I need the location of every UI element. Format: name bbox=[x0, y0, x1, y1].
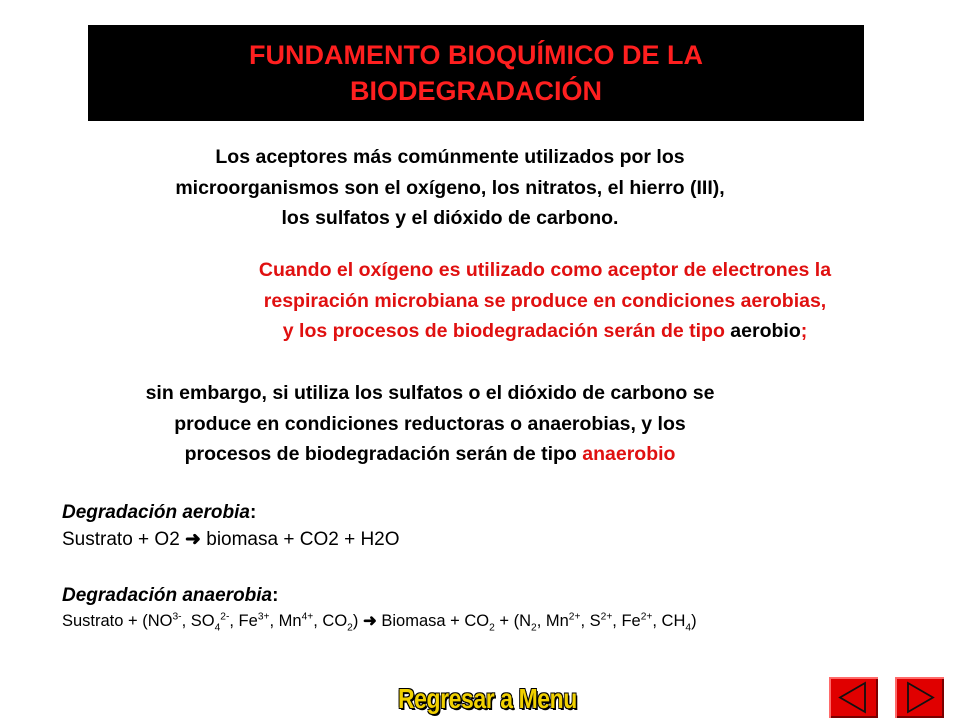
aerobic-line3: y los procesos de biodegradación serán de tipo bbox=[282, 320, 731, 342]
anaerobic-equation-right: Biomasa + $CO_2 + (N_2$, $Mn^{2+}$, $S^{2+}$, $Fe^{2+}$, $CH_4$) bbox=[381, 611, 697, 634]
previous-slide-button[interactable] bbox=[829, 677, 878, 718]
aerobic-trail: ; bbox=[800, 320, 808, 342]
title-banner bbox=[88, 25, 864, 121]
aerobic-emphasis: aerobio bbox=[730, 320, 801, 342]
aerobic-equation-formula bbox=[62, 528, 400, 551]
anaerobic-equation-formula bbox=[62, 611, 697, 633]
aerobic-line2: respiración microbiana se produce en condiciones aerobias, bbox=[263, 289, 827, 312]
aerobic-paragraph bbox=[170, 255, 920, 347]
anaerobic-emphasis: anaerobio bbox=[582, 443, 676, 465]
anaerobic-equation-label: Degradación anaerobia bbox=[62, 585, 273, 606]
intro-line1: Los aceptores más comúnmente utilizados por los bbox=[215, 146, 685, 168]
intro-line3: los sulfatos y el dióxido de carbono. bbox=[281, 207, 619, 229]
anaerobic-equation-left: Sustrato + ($NO^{3-}$, $SO_4^{2-}$, $Fe^{3+}$, $Mn^{4+}$, $CO_2$) bbox=[62, 611, 359, 634]
anaerobic-equation-colon: : bbox=[272, 585, 279, 606]
aerobic-equation-label: Degradación aerobia bbox=[62, 502, 250, 523]
next-slide-button[interactable] bbox=[895, 677, 944, 718]
aerobic-equation bbox=[62, 502, 400, 551]
aerobic-equation-colon: : bbox=[249, 502, 257, 523]
aerobic-line1: Cuando el oxígeno es utilizado como aceptor de electrones la bbox=[258, 259, 832, 281]
triangle-right-icon bbox=[895, 677, 944, 718]
anaerobic-line1: sin embargo, si utiliza los sulfatos o el dióxido de carbono se bbox=[145, 382, 715, 404]
intro-line2: microorganismos son el oxígeno, los nitratos, el hierro (III), bbox=[175, 176, 725, 199]
page-title-line1: FUNDAMENTO BIOQUÍMICO DE LA bbox=[249, 40, 703, 70]
arrow-right-icon: ➜ bbox=[185, 529, 201, 550]
arrow-right-icon: ➜ bbox=[362, 612, 377, 630]
aerobic-equation-right: biomasa + CO2 + H2O bbox=[206, 529, 400, 550]
triangle-left-icon bbox=[829, 677, 878, 718]
aerobic-equation-left: Sustrato + O2 bbox=[62, 529, 180, 550]
anaerobic-line2: produce en condiciones reductoras o anaerobias, y los bbox=[174, 412, 686, 435]
anaerobic-equation bbox=[62, 585, 697, 633]
anaerobic-line3: procesos de biodegradación serán de tipo bbox=[184, 443, 583, 465]
back-to-menu-button[interactable]: Regresar a Menu bbox=[398, 683, 577, 714]
anaerobic-paragraph bbox=[50, 378, 810, 470]
intro-paragraph bbox=[60, 142, 840, 234]
page-title-line2: BIODEGRADACIÓN bbox=[349, 76, 602, 106]
